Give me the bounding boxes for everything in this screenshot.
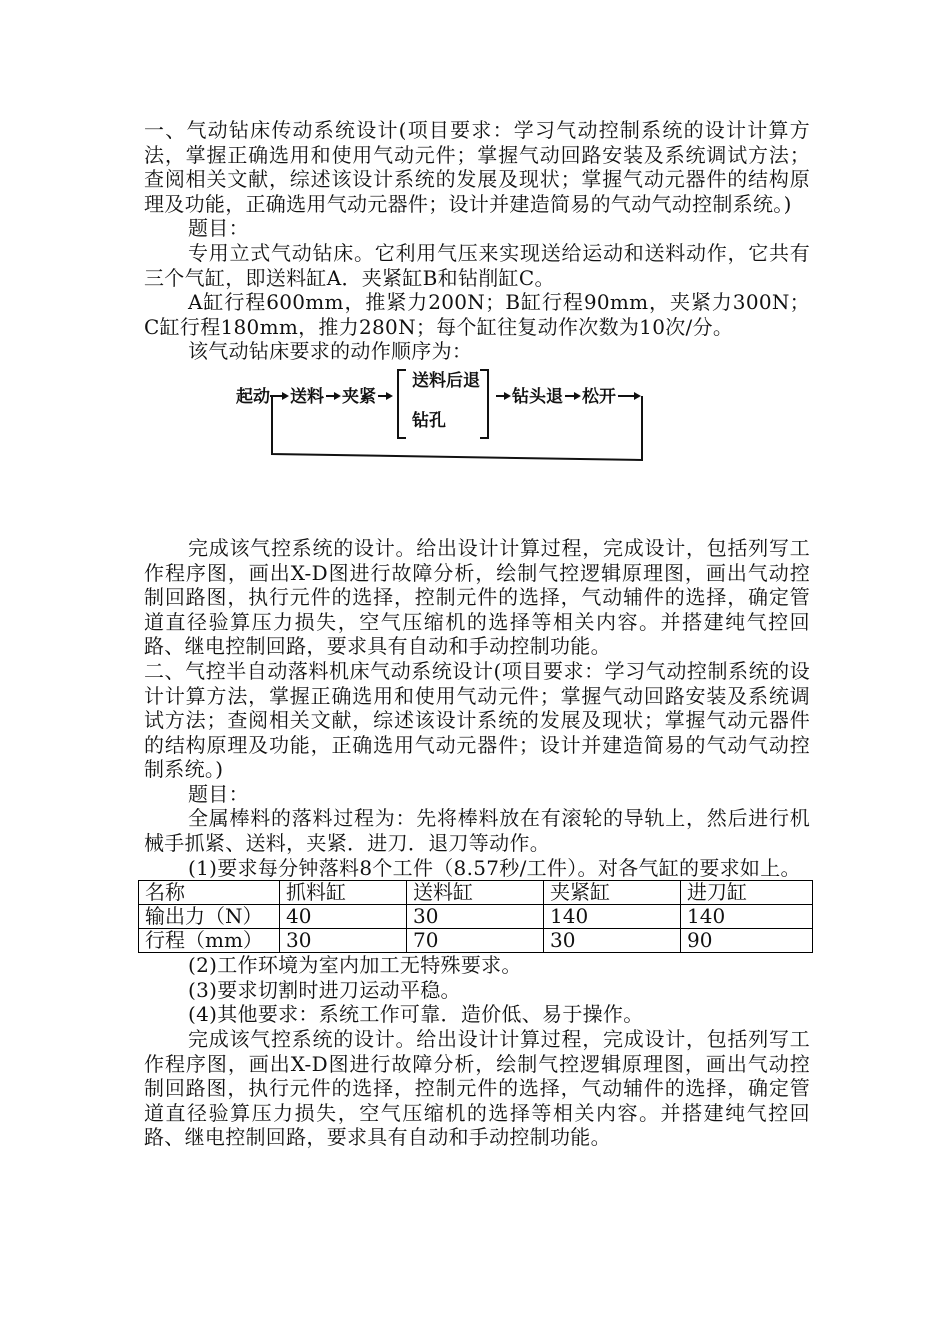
- seq-parallel-bottom: 钻孔: [412, 410, 446, 431]
- seq-arrowhead: [282, 392, 289, 400]
- seq-arrowhead: [504, 392, 511, 400]
- table-cell: 行程（mm）: [139, 929, 280, 953]
- table-header-cell: 夹紧缸: [544, 881, 681, 905]
- table-cell: 70: [407, 929, 544, 953]
- table-cell: 30: [280, 929, 407, 953]
- section2-paragraph: (1)要求每分钟落料8个工件（8.57秒/工件）。对各气缸的要求如上。: [188, 855, 801, 880]
- section2-topic-label: 题目：: [188, 781, 249, 806]
- action-sequence-diagram: [144, 364, 810, 536]
- section1-heading: 一、气动钻床传动系统设计(项目要求：学习气动控制系统的设计计算方法，掌握正确选用和使用气动元件；掌握气动回路安装及系统调试方法；查阅相关文献，综述该设计系统的发展及现状；掌握气动元器件的结构原理及功能，正确选用气动元器件；设计并建造简易的气动气动控制系统。): [144, 118, 810, 216]
- seq-start: 起动: [236, 386, 270, 407]
- section2-task: 完成该气控系统的设计。给出设计计算过程，完成设计，包括列写工作程序图，画出X-D图进行故障分析，绘制气控逻辑原理图，画出气动控制回路图，执行元件的选择，控制元件的选择，气动辅件的选择，确定管道直径验算压力损失，空气压缩机的选择等相关内容。并搭建纯气控回路、继电控制回路，要求具有自动和手动控制功能。: [144, 1027, 810, 1150]
- seq-step5: 松开: [582, 386, 616, 407]
- seq-step2: 夹紧: [342, 386, 376, 407]
- section1-topic-label: 题目：: [188, 216, 249, 241]
- table-cell: 40: [280, 905, 407, 929]
- seq-step1: 送料: [290, 386, 324, 407]
- section1-paragraph: A缸行程600mm，推紧力200N；B缸行程90mm，夹紧力300N；C缸行程180mm，推力280N；每个缸往复动作次数为10次/分。: [144, 290, 810, 339]
- section2-requirement: (3)要求切割时进刀运动平稳。: [188, 977, 461, 1002]
- left-bracket: [398, 370, 406, 438]
- table-header-cell: 送料缸: [407, 881, 544, 905]
- table-header-cell: 名称: [139, 881, 280, 905]
- section2-requirement: (4)其他要求：系统工作可靠．造价低、易于操作。: [188, 1002, 644, 1027]
- cylinder-spec-table: [138, 880, 813, 953]
- table-cell: 30: [407, 905, 544, 929]
- right-bracket: [480, 370, 488, 438]
- table-row: [139, 905, 813, 929]
- document-page: [144, 118, 810, 1150]
- section1-paragraph: 专用立式气动钻床。它利用气压来实现送给运动和送料动作，它共有三个气缸，即送料缸A．夹紧缸B和钻削缸C。: [144, 240, 810, 290]
- section2-requirement: (2)工作环境为室内加工无特殊要求。: [188, 953, 522, 978]
- section2-heading: 二、气控半自动落料机床气动系统设计(项目要求：学习气动控制系统的设计计算方法，掌握正确选用和使用气动元件；掌握气动回路安装及系统调试方法；查阅相关文献，综述该设计系统的发展及现状；掌握气动元器件的结构原理及功能，正确选用气动元器件；设计并建造简易的气动气动控制系统。): [144, 658, 810, 782]
- table-cell: 140: [544, 905, 681, 929]
- table-header-cell: 抓料缸: [280, 881, 407, 905]
- table-cell: 输出力（N）: [139, 905, 280, 929]
- seq-arrowhead: [634, 392, 641, 400]
- seq-arrowhead: [386, 392, 393, 400]
- seq-arrowhead: [334, 392, 341, 400]
- section1-task: 完成该气控系统的设计。给出设计计算过程，完成设计，包括列写工作程序图，画出X-D图进行故障分析，绘制气控逻辑原理图，画出气动控制回路图，执行元件的选择，控制元件的选择，气动辅件的选择，确定管道直径验算压力损失，空气压缩机的选择等相关内容。并搭建纯气控回路、继电控制回路，要求具有自动和手动控制功能。: [144, 535, 810, 659]
- table-row: [139, 929, 813, 953]
- table-cell: 90: [681, 929, 813, 953]
- table-cell: 140: [681, 905, 813, 929]
- table-header-cell: 进刀缸: [681, 881, 813, 905]
- section2-paragraph: 全属棒料的落料过程为：先将棒料放在有滚轮的导轨上，然后进行机械手抓紧、送料，夹紧．进刀．退刀等动作。: [144, 806, 810, 856]
- sequence-flowchart: [234, 364, 654, 474]
- seq-step4: 钻头退: [512, 386, 563, 407]
- seq-arrowhead: [574, 392, 581, 400]
- seq-parallel-top: 送料后退: [412, 370, 480, 391]
- table-cell: 30: [544, 929, 681, 953]
- table-header-row: [139, 881, 813, 905]
- section1-paragraph: 该气动钻床要求的动作顺序为：: [188, 339, 473, 364]
